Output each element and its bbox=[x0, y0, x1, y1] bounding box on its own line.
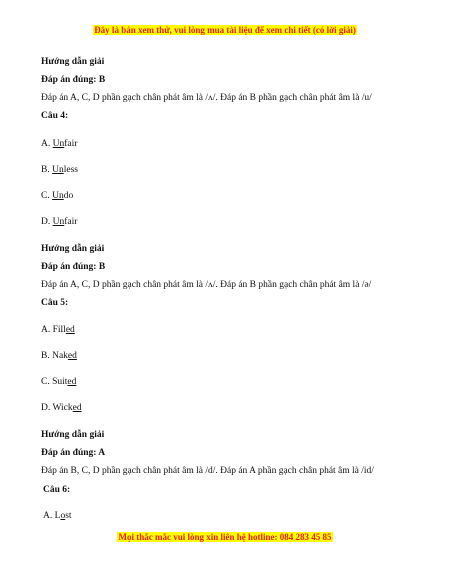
hotline-banner bbox=[0, 532, 450, 543]
answer-explanation: Đáp án B, C, D phần gạch chân phát âm là /d/. Đáp án A phần gạch chân phát âm là /id/ bbox=[41, 466, 374, 476]
preview-notice-text: Đây là bản xem thử, vui lòng mua tài liệu để xem chi tiết (có lời giải) bbox=[94, 25, 356, 35]
question-title: Câu 5: bbox=[41, 298, 69, 308]
correct-answer: Đáp án đúng: A bbox=[41, 448, 106, 458]
guide-title: Hướng dẫn giải bbox=[41, 430, 105, 440]
hotline-text: Mọi thắc mắc vui lòng xin liên hệ hotline: 084 283 45 85 bbox=[118, 532, 332, 542]
question-title: Câu 4: bbox=[41, 111, 69, 121]
question-title: Câu 6: bbox=[43, 485, 71, 495]
option-d: D. Wicked bbox=[41, 403, 82, 413]
correct-answer: Đáp án đúng: B bbox=[41, 262, 106, 272]
answer-explanation: Đáp án A, C, D phần gạch chân phát âm là /ʌ/. Đáp án B phần gạch chân phát âm là /ə/ bbox=[41, 280, 372, 290]
option-c: C. Suited bbox=[41, 377, 77, 387]
option-a: A. Unfair bbox=[41, 139, 78, 149]
option-d: D. Unfair bbox=[41, 217, 78, 227]
guide-title: Hướng dẫn giải bbox=[41, 57, 105, 67]
correct-answer: Đáp án đúng: B bbox=[41, 75, 106, 85]
preview-notice-banner bbox=[0, 25, 450, 36]
option-a: A. Filled bbox=[41, 325, 75, 335]
option-b: B. Naked bbox=[41, 351, 77, 361]
option-b: B. Unless bbox=[41, 165, 78, 175]
guide-title: Hướng dẫn giải bbox=[41, 244, 105, 254]
option-a: A. Lost bbox=[43, 511, 72, 521]
answer-explanation: Đáp án A, C, D phần gạch chân phát âm là /ʌ/. Đáp án B phần gạch chân phát âm là /u/ bbox=[41, 93, 372, 103]
option-c: C. Undo bbox=[41, 191, 74, 201]
